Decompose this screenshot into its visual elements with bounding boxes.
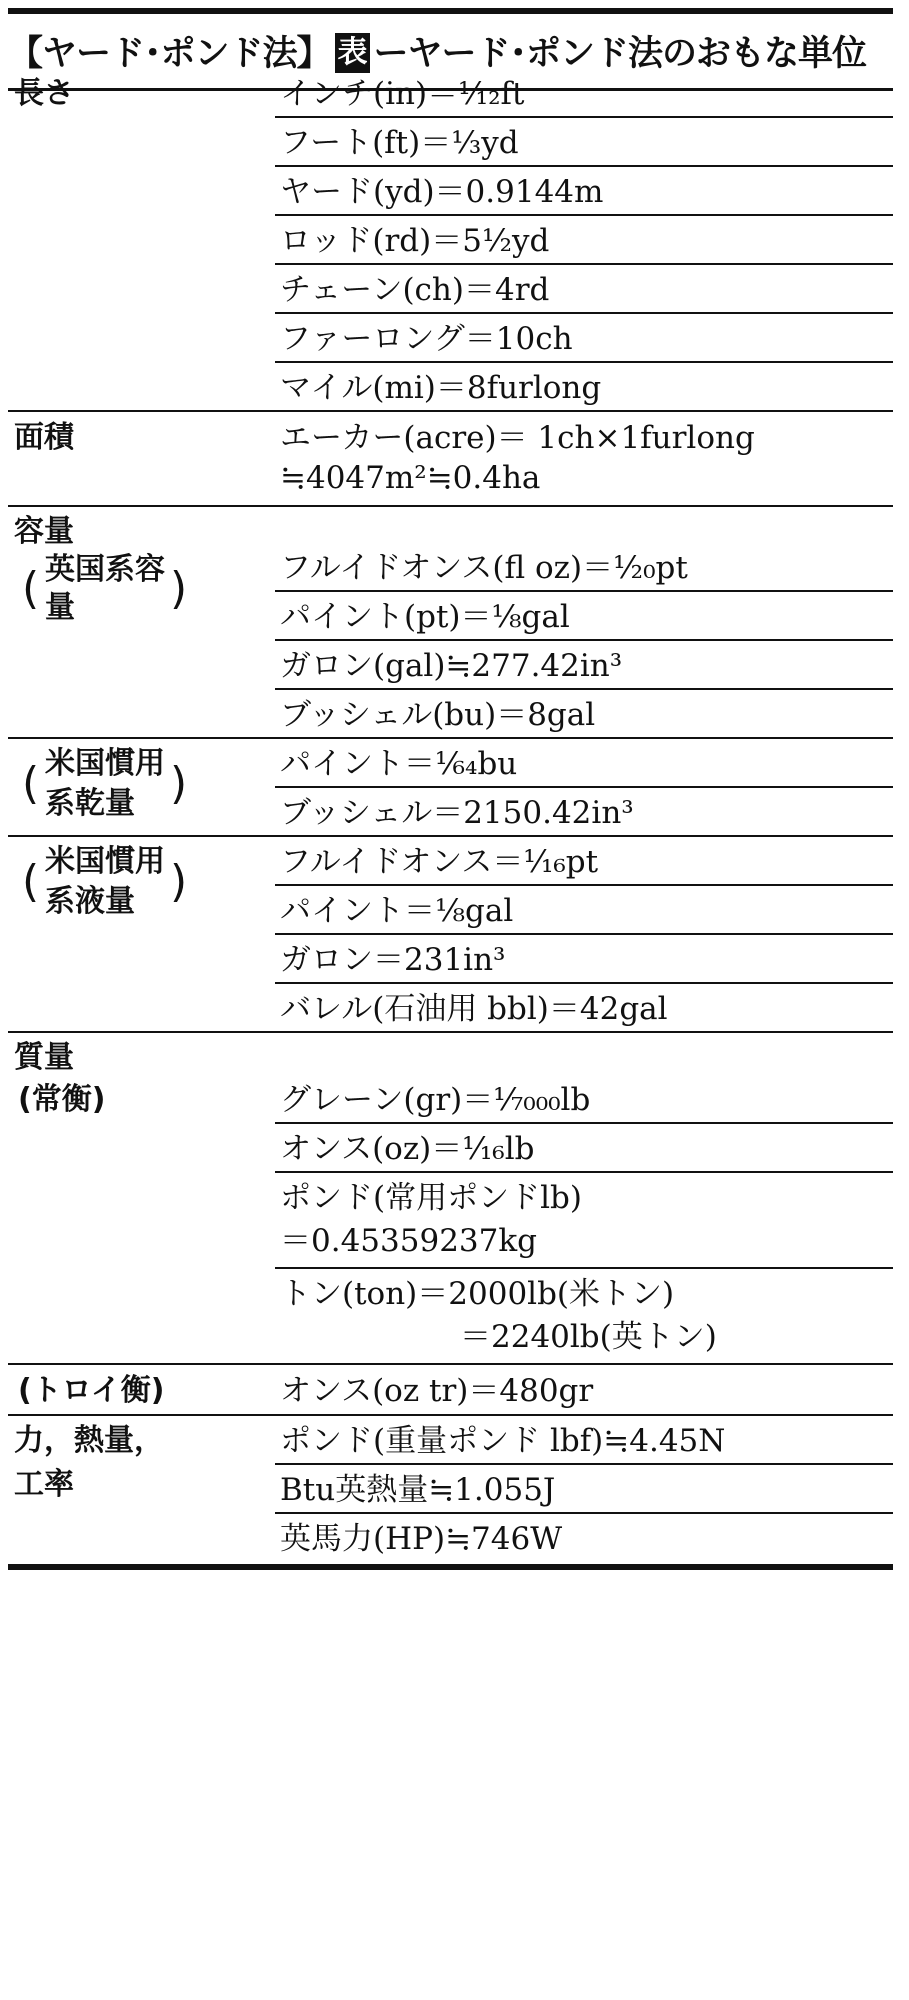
length-row-inch: インチ(in)＝¹⁄₁₂ft [280, 76, 525, 112]
section-divider [8, 505, 893, 507]
capacity-us-liquid-row-pint: パイント＝⅛gal [280, 893, 514, 929]
force-row-btu: Btu英熱量≒1.055J [280, 1472, 556, 1508]
close-paren: ) [170, 856, 188, 907]
capacity-us-liquid-row-floz: フルイドオンス＝¹⁄₁₆pt [280, 844, 599, 880]
row-divider [275, 639, 893, 641]
close-paren: ) [170, 563, 188, 614]
row-divider [275, 786, 893, 788]
close-paren: ) [170, 758, 188, 809]
length-row-rod: ロッド(rd)＝5½yd [280, 223, 550, 259]
row-divider [275, 884, 893, 886]
mass-row-ounce: オンス(oz)＝¹⁄₁₆lb [280, 1131, 535, 1167]
length-row-mile: マイル(mi)＝8furlong [280, 370, 602, 406]
row-divider [275, 688, 893, 690]
capacity-us-dry-row-bushel: ブッシェル＝2150.42in³ [280, 795, 634, 831]
mass-troy-row-ounce: オンス(oz tr)＝480gr [280, 1373, 594, 1409]
title-main: ーヤード･ポンド法のおもな単位 [373, 34, 867, 74]
row-divider [275, 312, 893, 314]
capacity-us-liquid-label-2: 系液量 [45, 884, 135, 919]
capacity-us-dry-label-2: 系乾量 [45, 786, 135, 821]
mass-row-ton-uk: ＝2240lb(英トン) [460, 1319, 717, 1355]
row-divider [275, 1463, 893, 1465]
mass-troy-label: (トロイ衡) [18, 1373, 165, 1408]
length-row-chain: チェーン(ch)＝4rd [280, 272, 550, 308]
top-rule [8, 8, 893, 14]
capacity-label: 容量 [14, 514, 74, 549]
row-divider [275, 1171, 893, 1173]
force-row-hp: 英馬力(HP)≒746W [280, 1521, 563, 1557]
length-row-foot: フート(ft)＝⅓yd [280, 125, 519, 161]
row-divider [275, 361, 893, 363]
capacity-uk-label-2: 量 [45, 590, 75, 625]
row-divider [275, 1122, 893, 1124]
row-divider [275, 1267, 893, 1269]
capacity-uk-row-pint: パイント(pt)＝⅛gal [280, 599, 570, 635]
capacity-us-dry-row-pint: パイント＝¹⁄₆₄bu [280, 746, 518, 782]
capacity-us-dry-label-1: 米国慣用 [45, 746, 165, 781]
mass-row-grain: グレーン(gr)＝¹⁄₇₀₀₀lb [280, 1082, 591, 1118]
title-prefix: 【ヤード･ポンド法】 [8, 34, 331, 74]
length-label: 長さ [14, 76, 74, 111]
mass-row-pound-kg: ＝0.45359237kg [280, 1223, 537, 1259]
capacity-uk-row-gallon: ガロン(gal)≒277.42in³ [280, 648, 623, 684]
row-divider [275, 263, 893, 265]
capacity-uk-row-floz: フルイドオンス(fl oz)＝¹⁄₂₀pt [280, 550, 688, 586]
section-divider [8, 1031, 893, 1033]
section-divider [8, 737, 893, 739]
mass-label: 質量 [14, 1040, 74, 1075]
section-divider [8, 1363, 893, 1365]
length-row-furlong: ファーロング＝10ch [280, 321, 573, 357]
capacity-us-liquid-label-1: 米国慣用 [45, 844, 165, 879]
force-label-1: 力，熱量， [14, 1423, 164, 1458]
row-divider [275, 214, 893, 216]
section-divider [8, 1414, 893, 1416]
capacity-us-liquid-row-gallon: ガロン＝231in³ [280, 942, 506, 978]
capacity-uk-label-1: 英国系容 [45, 552, 165, 587]
open-paren: ( [22, 856, 40, 907]
mass-row-ton-us: トン(ton)＝2000lb(米トン) [280, 1276, 675, 1312]
capacity-uk-row-bushel: ブッシェル(bu)＝8gal [280, 697, 596, 733]
row-divider [275, 933, 893, 935]
section-divider [8, 835, 893, 837]
table-badge: 表 [335, 33, 370, 73]
mass-row-pound: ポンド(常用ポンドlb) [280, 1180, 582, 1216]
force-row-lbf: ポンド(重量ポンド lbf)≒4.45N [280, 1423, 726, 1459]
row-divider [275, 982, 893, 984]
bottom-rule [8, 1564, 893, 1570]
area-label: 面積 [14, 420, 74, 455]
section-divider [8, 410, 893, 412]
length-row-yard: ヤード(yd)＝0.9144m [280, 174, 604, 210]
row-divider [275, 116, 893, 118]
row-divider [275, 1512, 893, 1514]
capacity-us-liquid-row-barrel: バレル(石油用 bbl)＝42gal [280, 991, 668, 1027]
area-row-acre: エーカー(acre)＝ 1ch×1furlong [280, 420, 755, 456]
area-row-acre-approx: ≒4047m²≒0.4ha [280, 460, 541, 496]
mass-avoirdupois-label: (常衡) [18, 1082, 106, 1117]
open-paren: ( [22, 758, 40, 809]
row-divider [275, 590, 893, 592]
force-label-2: 工率 [14, 1467, 74, 1502]
open-paren: ( [22, 563, 40, 614]
row-divider [275, 165, 893, 167]
